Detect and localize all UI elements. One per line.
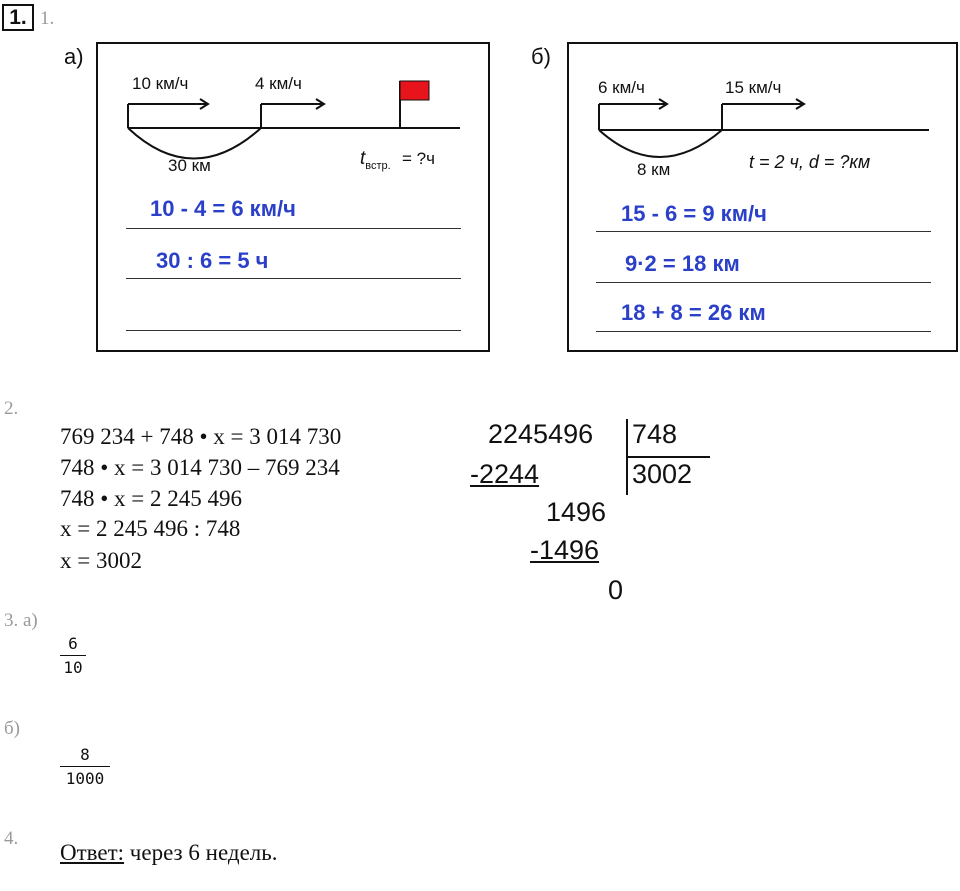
divisor: 748: [632, 419, 678, 449]
panel-a: [64, 42, 490, 352]
remainder-1: 1496: [546, 497, 607, 527]
task-number-faint: 1.: [40, 8, 55, 29]
panel-a-speed-right: 4 км/ч: [255, 74, 302, 93]
panel-a-question: [360, 148, 435, 172]
question-sub: встр.: [365, 159, 391, 172]
panel-b-speed-left: 6 км/ч: [598, 78, 645, 97]
equation-line: x = 2 245 496 : 748: [60, 516, 241, 541]
task-number-badge: 1.: [2, 4, 34, 31]
division-horizontal-bar: [626, 456, 710, 458]
panel-b-answer-1: 15 - 6 = 9 км/ч: [621, 201, 767, 226]
panel-a-distance: 30 км: [168, 156, 211, 175]
fraction-b-numerator: 8: [80, 745, 90, 764]
panel-b-question: t = 2 ч, d = ?км: [749, 152, 871, 172]
fraction-a-numerator: 6: [68, 634, 78, 653]
dividend: 2245496: [488, 419, 594, 449]
fraction-a-denominator: 10: [63, 658, 83, 677]
panel-b: [531, 42, 958, 352]
subtrahend-2: -1496: [530, 535, 600, 565]
question-var: t: [360, 148, 366, 169]
equation-line: 769 234 + 748 • x = 3 014 730: [60, 424, 342, 449]
panel-a-label: а): [64, 44, 84, 69]
task-4-answer: [60, 840, 278, 866]
answer-line: [126, 278, 461, 279]
panel-b-answer-2: 9·2 = 18 км: [625, 251, 740, 276]
task-2-number: 2.: [4, 398, 19, 419]
quotient: 3002: [632, 459, 693, 489]
panel-b-label: б): [531, 44, 551, 69]
fraction-bar: [60, 655, 86, 656]
answer-label: Ответ:: [60, 840, 125, 865]
answer-line: [126, 330, 461, 331]
fraction-b: [60, 745, 110, 788]
finish-flag-icon: [400, 81, 429, 100]
answer-line: [596, 231, 931, 232]
subtrahend-1: -2244: [470, 459, 540, 489]
answer-line: [126, 228, 461, 229]
answer-line: [596, 282, 931, 283]
division-result: 0: [608, 575, 624, 605]
task-3b-label: б): [4, 718, 20, 739]
task-3a-number: 3. а): [4, 610, 38, 631]
panel-b-answer-3: 18 + 8 = 26 км: [621, 300, 766, 325]
equation-line: 748 • x = 3 014 730 – 769 234: [60, 455, 340, 480]
fraction-bar: [60, 766, 110, 767]
panel-a-answer-2: 30 : 6 = 5 ч: [156, 248, 269, 273]
panel-b-distance: 8 км: [637, 160, 671, 179]
task-4-number: 4.: [4, 828, 19, 849]
panel-a-speed-left: 10 км/ч: [132, 74, 189, 93]
question-rest: = ?ч: [402, 149, 435, 168]
panel-b-speed-right: 15 км/ч: [725, 78, 782, 97]
fraction-a: [60, 634, 86, 677]
answer-line: [596, 331, 931, 332]
answer-text: через 6 недель.: [124, 840, 278, 865]
equation-line: x = 3002: [60, 548, 142, 573]
long-division: [460, 415, 720, 610]
panel-a-answer-1: 10 - 4 = 6 км/ч: [150, 196, 296, 221]
fraction-b-denominator: 1000: [65, 769, 105, 788]
equation-line: 748 • x = 2 245 496: [60, 486, 243, 511]
